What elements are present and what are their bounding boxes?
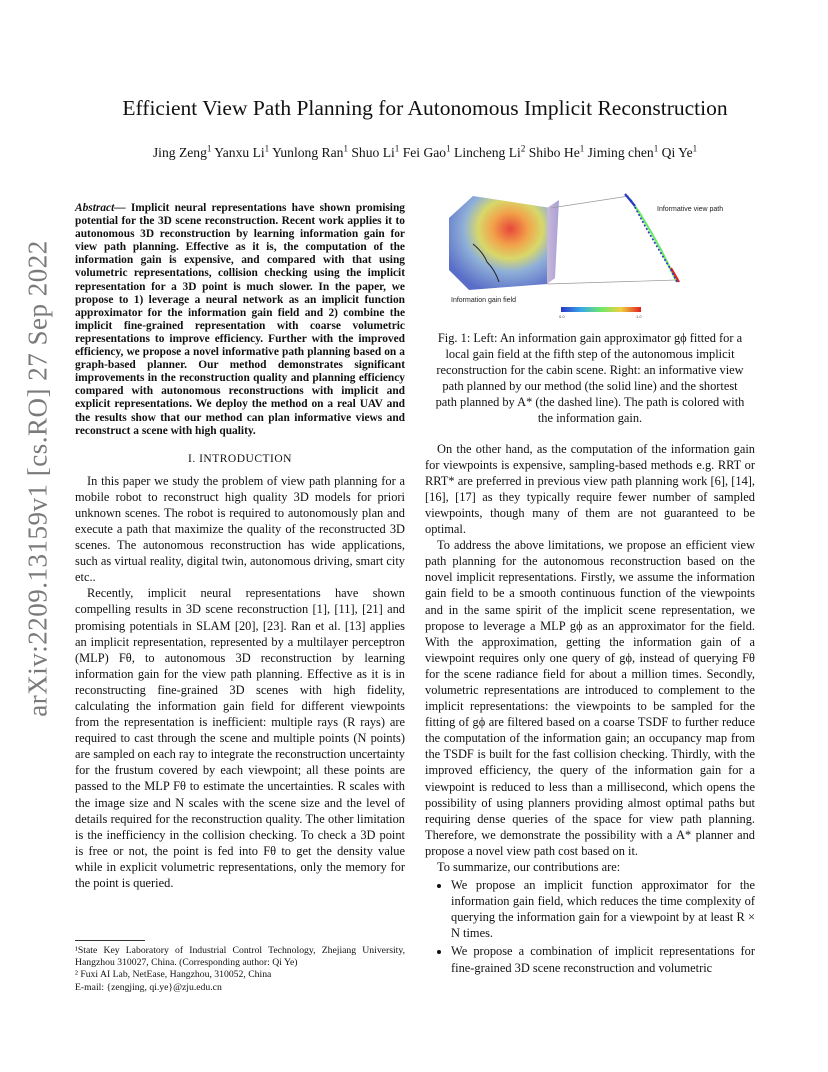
contribution-item: • We propose an implicit function approximator for the information gain field, which reduces the time complexity of querying the information gain for a viewpoint by at least R × N times.: [451, 877, 755, 941]
author: Shibo He$^1$: [528, 143, 585, 160]
section-heading-introduction: I. INTRODUCTION: [188, 452, 292, 465]
paper-title: Efficient View Path Planning for Autonomous Implicit Reconstruction: [122, 96, 728, 120]
leader-line-top: [551, 196, 629, 208]
author: Yanxu Li$^1$: [214, 143, 270, 160]
right-paragraph-2: To address the above limitations, we propose an efficient view path planning for the autonomous reconstruction based on the novel implicit representations. Firstly, we assume the information gain field to be a smooth continuous function of the viewpoints and in the same spirit of the implicit scene representation, we propose to leverage a MLP gϕ as an approximator for the field. With the approximation, getting the information gain of a viewpoint requires only one query of gϕ, instead of querying Fθ for the scene radiance field for about a million times. Secondly, volumetric representations are introduced to complement to the implicit representations: the viewpoints to be sampled for the fitting of gϕ are filtered based on a coarse TSDF to further reduce the computation of the information gain; an occupancy map from the TSDF is built for the fast collision checking. Thirdly, with the improved efficiency, the query of the information gain for a viewpoint is reduced to less than a millisecond, which opens the possibility of using planners providing almost optimal paths but requiring dense queries of the space for view path planning. Therefore, we demonstrate the possibility with a A* planner and propose a novel view path cost based on it.: [425, 538, 755, 858]
contribution-list: [425, 877, 755, 976]
author: Shuo Li$^1$: [351, 143, 400, 160]
abstract: [75, 202, 405, 438]
author: Lincheng Li$^2$: [454, 143, 526, 160]
author-list: [80, 144, 770, 162]
figure-label-gain: Information gain field: [451, 297, 516, 304]
gain-cube-side: [547, 200, 559, 284]
leader-line-bottom: [547, 280, 677, 284]
right-paragraph-3: To summarize, our contributions are:: [437, 860, 621, 874]
intro-paragraph-1: In this paper we study the problem of view path planning for a mobile robot to reconstruct high quality 3D models for priori unknown scenes. The robot is required to autonomously plan and execute a path that maximize the quality of the reconstructed 3D scenes. The autonomous reconstruction has wide applications, such as virtual reality, digital twin, autonomous driving, smart city etc..: [75, 473, 405, 585]
figure-label-path: Informative view path: [657, 206, 724, 213]
author: Jiming chen$^1$: [587, 143, 659, 160]
colorbar: [561, 307, 641, 312]
author: Fei Gao$^1$: [402, 143, 451, 160]
contribution-item: • We propose a combination of implicit representations for fine-grained 3D scene reconstruction and volumetric: [451, 943, 755, 975]
footnotes: [75, 940, 405, 994]
colorbar-max-label: 1.0: [636, 314, 642, 319]
arxiv-stamp: [18, 239, 58, 717]
arxiv-stamp-text: arXiv:2209.13159v1 [cs.RO] 27 Sep 2022: [22, 239, 53, 717]
figure-1: [425, 186, 755, 326]
right-column-body: [425, 441, 755, 976]
footnote-rule: [75, 940, 145, 941]
abstract-text: Implicit neural representations have shown promising potential for the 3D scene reconstruction. Recent work applies it to autonomous 3D reconstruction by learning information gain for view path planning. Effective as it is, the computation of the information gain is expensive, and compared with that using volumetric representations, collision checking using the implicit representation for a 3D point is much slower. In the paper, we propose to 1) leverage a neural network as an implicit function approximator for the information gain field and 2) combine the implicit fine-grained representation with coarse volumetric representations to improve efficiency. Further with the improved efficiency, we propose a novel informative path planning based on a graph-based planner. Our method demonstrates significant improvements in the reconstruction quality and planning efficiency compared with autonomous reconstructions with implicit and explicit representations. We deploy the method on a real UAV and the results show that our method can plan informative views and reconstruct a scene with high quality.: [75, 202, 405, 437]
author: Jing Zeng$^1$: [152, 143, 212, 160]
abstract-label: Abstract—: [75, 202, 126, 214]
footnote-email: E-mail: {zengjing, qi.ye}@zju.edu.cn: [75, 981, 222, 993]
footnote-affiliation-2: ² Fuxi AI Lab, NetEase, Hangzhou, 310052, China: [75, 969, 272, 981]
author: Yunlong Ran$^1$: [272, 143, 348, 160]
intro-paragraph-2: Recently, implicit neural representations have shown compelling results in 3D scene reconstruction [1], [11], [21] and promising potentials in SLAM [20], [23]. Ran et al. [13] applies an implicit representation, represented by a multilayer perceptron (MLP) Fθ, to autonomous 3D reconstruction by learning information gain for the view path planning. Effective as it is in reconstructing fine-grained 3D scenes with high fidelity, calculating the information gain field for different viewpoints from the representation is inefficient: multiple rays (R rays) are required to cast through the scene and multiple points (N points) are sampled on each ray to integrate the reconstruction uncertainty for the frustum covered by each viewpoint; all these points are passed to the MLP Fθ to estimate the uncertainties. R scales with the image size and N scales with the scene size and the level of details required for the reconstruction quality. The other limitation is the inefficiency in the collision checking. To check a 3D point is free or not, the point is fed into Fθ to get the density value while in explicit volumetric representations, only the memory for the point is queried.: [75, 586, 405, 891]
right-paragraph-1: On the other hand, as the computation of the information gain for viewpoints is expensive, sampling-based methods e.g. RRT or RRT* are preferred in previous view path planning work [6], [14], [16], [17] as they typically require fewer number of sampled viewpoints, though many of them are not guaranteed to be optimal.: [425, 441, 755, 537]
left-column: [75, 202, 405, 891]
colorbar-min-label: 0.0: [559, 314, 565, 319]
right-column: [425, 186, 755, 978]
gain-cube-front: [449, 196, 551, 290]
footnote-affiliation-1: ¹State Key Laboratory of Industrial Control Technology, Zhejiang University, Hangzhou 310027, China. (Corresponding author: Qi Ye): [75, 945, 405, 969]
author: Qi Ye$^1$: [661, 143, 698, 160]
figure-1-caption: Fig. 1: Left: An information gain approximator gϕ fitted for a local gain field at the fifth step of the autonomous implicit reconstruction for the cabin scene. Right: an informative view path planned by our method (the solid line) and the shortest path planned by A* (the dashed line). The path is colored with the information gain.: [435, 331, 745, 426]
